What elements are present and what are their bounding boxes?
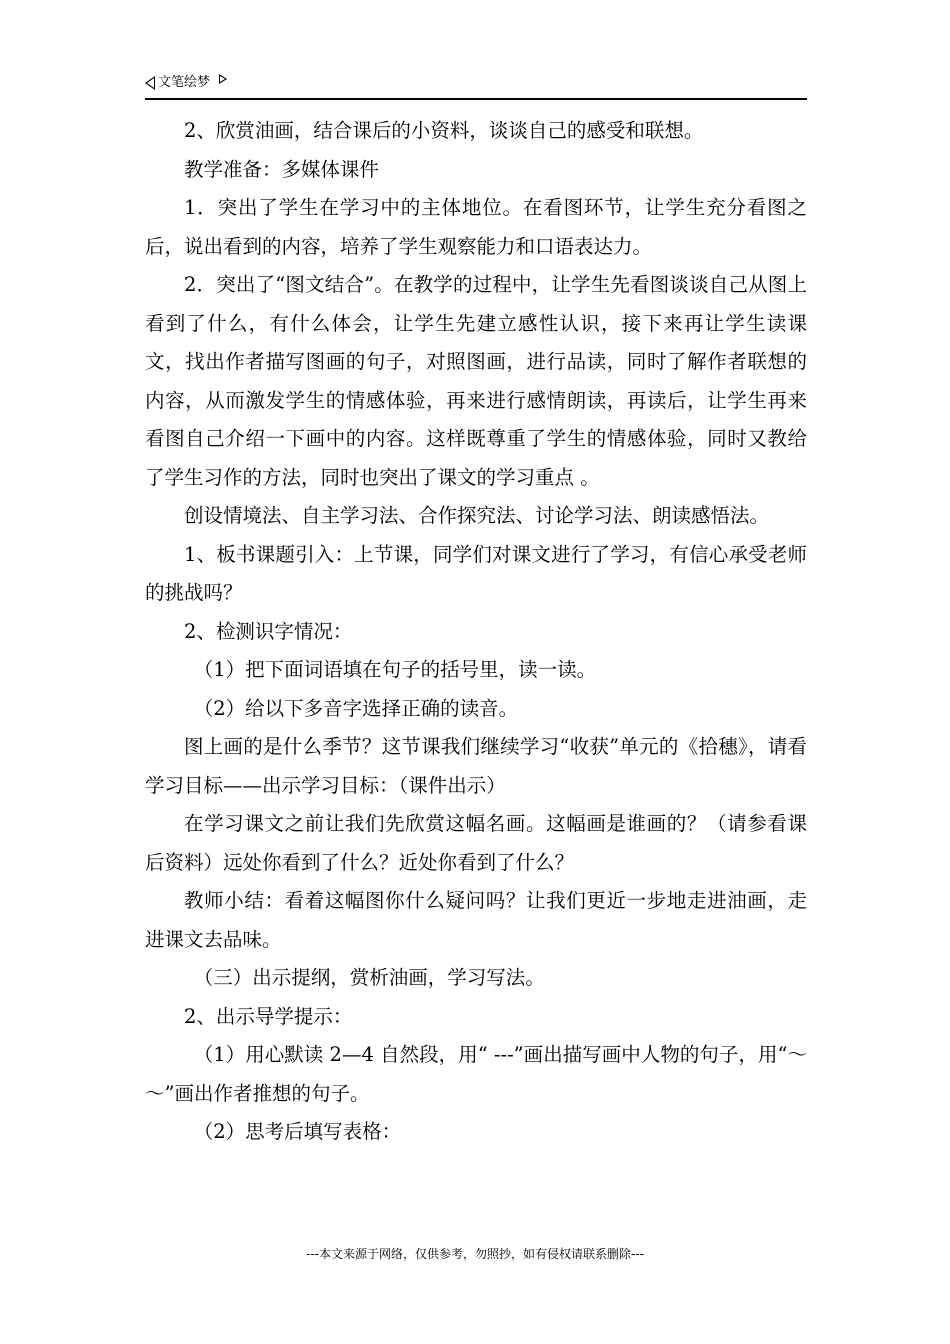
paragraph: 1．突出了学生在学习中的主体地位。在看图环节，让学生充分看图之后，说出看到的内容，培养了学生观察能力和口语表达力。 — [145, 196, 807, 258]
paragraph: 图上画的是什么季节？这节课我们继续学习“收获”单元的《拾穗》，请看学习目标——出示学习目标：（课件出示） — [145, 735, 807, 797]
triangle-left-icon — [145, 76, 155, 90]
triangle-right-icon — [219, 74, 227, 84]
paragraph: 2．突出了“图文结合”。在教学的过程中，让学生先看图谈谈自己从图上看到了什么，有什么体会，让学生先建立感性认识，接下来再让学生读课文，找出作者描写图画的句子，对照图画，进行品读，同时了解作者联想的内容，从而激发学生的情感体验，再来进行感情朗读，再读后，让学生再来看图自己介绍一下画中的内容。这样既尊重了学生的情感体验，同时又教给了学生习作的方法，同时也突出了课文的学习重点 。 — [145, 273, 807, 489]
paragraph: （2）思考后填写表格： — [193, 1120, 402, 1143]
paragraph: 在学习课文之前让我们先欣赏这幅名画。这幅画是谁画的？（请参看课后资料）远处你看到了什么？近处你看到了什么？ — [145, 812, 807, 874]
paragraph: 教师小结：看着这幅图你什么疑问吗？让我们更近一步地走进油画，走进课文去品味。 — [145, 889, 807, 951]
paragraph: 创设情境法、自主学习法、合作探究法、讨论学习法、朗读感悟法。 — [184, 504, 770, 527]
brand-logo — [145, 74, 227, 92]
brand-name: 文笔绘梦 — [158, 75, 211, 90]
document-body — [145, 112, 807, 1152]
page-header — [145, 72, 807, 100]
paragraph: 1、板书课题引入：上节课，同学们对课文进行了学习，有信心承受老师的挑战吗？ — [145, 542, 807, 604]
paragraph: （1）把下面词语填在句子的括号里，读一读。 — [193, 658, 597, 681]
paragraph: （1）用心默读 2—4 自然段，用“ ---”画出描写画中人物的句子，用“～～”画出作者推想的句子。 — [145, 1043, 807, 1105]
page-footer: ---本文来源于网络，仅供参考，勿照抄，如有侵权请联系删除--- — [306, 1247, 644, 1261]
paragraph: （2）给以下多音字选择正确的读音。 — [193, 696, 519, 720]
paragraph: 教学准备：多媒体课件 — [184, 157, 380, 181]
paragraph: 2、欣赏油画，结合课后的小资料，谈谈自己的感受和联想。 — [184, 119, 704, 142]
paragraph: 2、检测识字情况： — [184, 619, 353, 643]
paragraph: 2、出示导学提示： — [184, 1004, 353, 1028]
paragraph: （三）出示提纲，赏析油画，学习写法。 — [193, 966, 545, 989]
